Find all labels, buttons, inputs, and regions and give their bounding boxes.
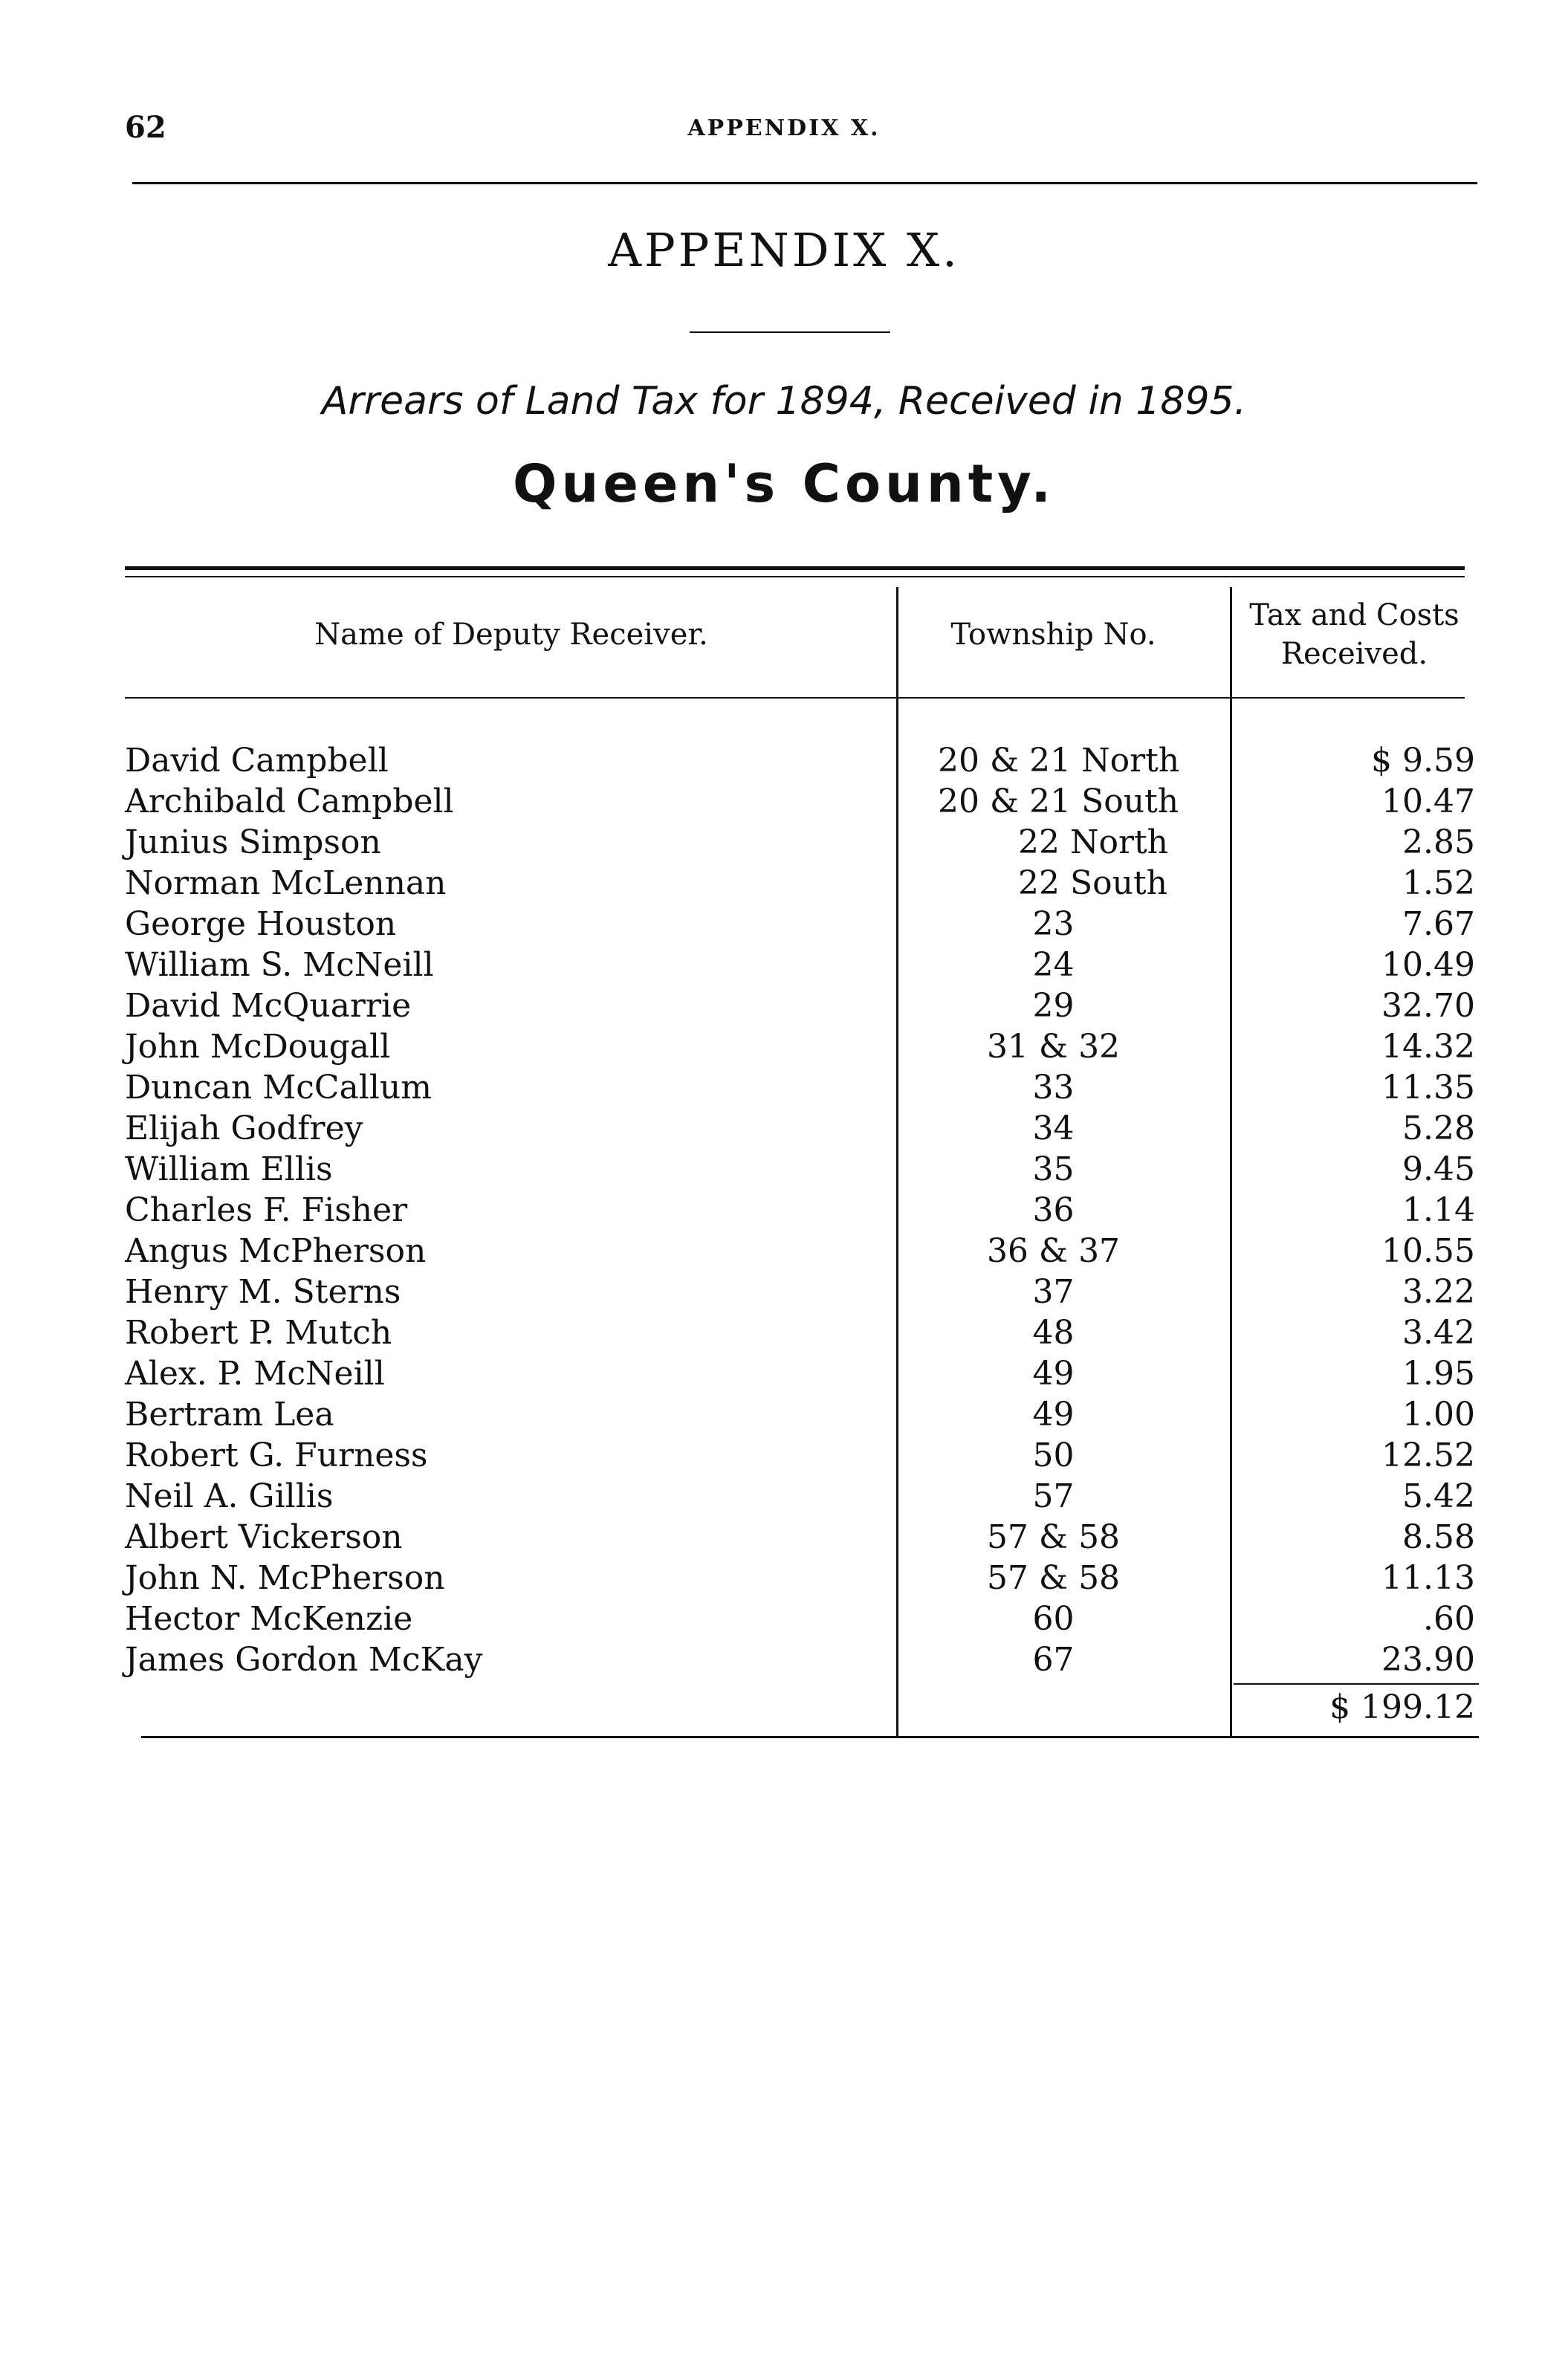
cell-amount: .60 bbox=[1423, 1600, 1475, 1638]
cell-township: 50 bbox=[1032, 1436, 1075, 1474]
cell-name: James Gordon McKay bbox=[125, 1641, 483, 1679]
cell-township: 35 bbox=[1032, 1150, 1075, 1188]
cell-amount: 3.42 bbox=[1402, 1314, 1475, 1352]
table-row bbox=[0, 781, 1568, 822]
cell-township: 57 bbox=[1032, 1477, 1075, 1515]
cell-amount: 32.70 bbox=[1381, 987, 1475, 1025]
table-row bbox=[0, 1558, 1568, 1598]
table-top-rule-thick bbox=[125, 566, 1465, 570]
county-heading: Queen's County. bbox=[513, 453, 1055, 514]
cell-name: George Houston bbox=[125, 905, 397, 943]
cell-name: William S. McNeill bbox=[125, 946, 434, 984]
table-row bbox=[0, 1598, 1568, 1639]
cell-amount: 10.47 bbox=[1381, 783, 1475, 820]
total-amount: $ 199.12 bbox=[1329, 1688, 1475, 1726]
cell-township: 60 bbox=[1032, 1600, 1075, 1638]
cell-name: David Campbell bbox=[125, 742, 389, 780]
cell-township: 33 bbox=[1032, 1069, 1075, 1107]
cell-amount: 5.28 bbox=[1402, 1110, 1475, 1147]
table-row bbox=[0, 1353, 1568, 1394]
cell-name: Archibald Campbell bbox=[125, 783, 454, 820]
table-row bbox=[0, 1312, 1568, 1353]
cell-amount: 5.42 bbox=[1402, 1477, 1475, 1515]
title-underline bbox=[690, 331, 890, 333]
cell-name: Robert P. Mutch bbox=[125, 1314, 392, 1352]
cell-amount: 10.49 bbox=[1381, 946, 1475, 984]
table-body bbox=[0, 740, 1568, 1680]
cell-township: 67 bbox=[1032, 1641, 1075, 1679]
table-row bbox=[0, 1476, 1568, 1517]
cell-township: 23 bbox=[1032, 905, 1075, 943]
cell-township: 29 bbox=[1032, 987, 1075, 1025]
cell-township: 37 bbox=[1032, 1273, 1075, 1311]
cell-amount: 10.55 bbox=[1381, 1232, 1475, 1270]
header-name bbox=[125, 615, 898, 654]
cell-amount: 14.32 bbox=[1381, 1028, 1475, 1066]
table-row bbox=[0, 1394, 1568, 1435]
cell-name: Albert Vickerson bbox=[125, 1518, 403, 1556]
cell-amount: 7.67 bbox=[1402, 905, 1475, 943]
table-row bbox=[0, 1639, 1568, 1680]
cell-name: David McQuarrie bbox=[125, 987, 412, 1025]
cell-name: Duncan McCallum bbox=[125, 1069, 432, 1107]
header-bottom-rule bbox=[125, 697, 1465, 699]
table-row bbox=[0, 822, 1568, 863]
cell-amount: 11.35 bbox=[1381, 1069, 1475, 1107]
table-top-rule-thin bbox=[125, 576, 1465, 577]
table-row bbox=[0, 863, 1568, 904]
cell-township: 48 bbox=[1032, 1314, 1075, 1352]
cell-name: Angus McPherson bbox=[125, 1232, 427, 1270]
running-head: APPENDIX X. bbox=[687, 115, 881, 141]
table-row bbox=[0, 1067, 1568, 1108]
header-tax bbox=[1230, 596, 1479, 673]
cell-township: 20 & 21 North bbox=[938, 742, 1180, 780]
header-name-label: Name of Deputy Receiver. bbox=[314, 618, 708, 652]
header-rule bbox=[132, 182, 1477, 184]
table-bottom-rule bbox=[141, 1736, 1479, 1738]
cell-name: Charles F. Fisher bbox=[125, 1191, 408, 1229]
cell-township: 20 & 21 South bbox=[938, 783, 1179, 820]
cell-name: Junius Simpson bbox=[125, 823, 381, 861]
page-number: 62 bbox=[125, 110, 166, 145]
cell-township: 49 bbox=[1032, 1396, 1075, 1434]
table-row bbox=[0, 1108, 1568, 1149]
page-subtitle: Arrears of Land Tax for 1894, Received in 1895. bbox=[321, 379, 1247, 424]
table-row bbox=[0, 985, 1568, 1026]
cell-name: Robert G. Furness bbox=[125, 1436, 428, 1474]
cell-amount: 1.00 bbox=[1402, 1396, 1475, 1434]
cell-name: Hector McKenzie bbox=[125, 1600, 413, 1638]
table-row bbox=[0, 904, 1568, 945]
table-row bbox=[0, 740, 1568, 781]
cell-name: Neil A. Gillis bbox=[125, 1477, 334, 1515]
header-tax-line1: Tax and Costs bbox=[1249, 598, 1460, 632]
cell-amount: 2.85 bbox=[1402, 823, 1475, 861]
table-row bbox=[0, 1435, 1568, 1476]
cell-name: Henry M. Sterns bbox=[125, 1273, 401, 1311]
cell-amount: 1.52 bbox=[1402, 864, 1475, 902]
cell-amount: 11.13 bbox=[1381, 1559, 1475, 1597]
cell-amount: 1.14 bbox=[1402, 1191, 1475, 1229]
cell-township: 36 bbox=[1032, 1191, 1075, 1229]
cell-name: Norman McLennan bbox=[125, 864, 447, 902]
cell-amount: 9.45 bbox=[1402, 1150, 1475, 1188]
cell-township: 34 bbox=[1032, 1110, 1075, 1147]
cell-name: John McDougall bbox=[125, 1028, 391, 1066]
cell-amount: 1.95 bbox=[1402, 1355, 1475, 1393]
cell-amount: 12.52 bbox=[1381, 1436, 1475, 1474]
cell-name: John N. McPherson bbox=[125, 1559, 445, 1597]
cell-township: 36 & 37 bbox=[986, 1232, 1121, 1270]
cell-township: 57 & 58 bbox=[986, 1559, 1121, 1597]
table-row bbox=[0, 1149, 1568, 1190]
cell-amount: 23.90 bbox=[1381, 1641, 1475, 1679]
cell-township: 22 South bbox=[1018, 864, 1167, 902]
cell-name: William Ellis bbox=[125, 1150, 333, 1188]
header-township bbox=[899, 615, 1208, 654]
cell-name: Bertram Lea bbox=[125, 1396, 334, 1434]
table-row bbox=[0, 1190, 1568, 1231]
cell-township: 24 bbox=[1032, 946, 1075, 984]
header-township-label: Township No. bbox=[950, 618, 1156, 652]
header-tax-line2: Received. bbox=[1280, 637, 1428, 671]
cell-amount: $ 9.59 bbox=[1371, 742, 1475, 780]
table-row bbox=[0, 1026, 1568, 1067]
table-row bbox=[0, 1272, 1568, 1312]
cell-township: 57 & 58 bbox=[986, 1518, 1121, 1556]
table-row bbox=[0, 1231, 1568, 1272]
cell-amount: 8.58 bbox=[1402, 1518, 1475, 1556]
cell-township: 49 bbox=[1032, 1355, 1075, 1393]
cell-township: 31 & 32 bbox=[986, 1028, 1121, 1066]
table-row bbox=[0, 1517, 1568, 1558]
cell-name: Alex. P. McNeill bbox=[125, 1355, 385, 1393]
table-row bbox=[0, 945, 1568, 985]
total-rule bbox=[1234, 1683, 1479, 1685]
cell-amount: 3.22 bbox=[1402, 1273, 1475, 1311]
page-title: APPENDIX X. bbox=[608, 223, 960, 277]
cell-name: Elijah Godfrey bbox=[125, 1110, 363, 1147]
cell-township: 22 North bbox=[1018, 823, 1169, 861]
